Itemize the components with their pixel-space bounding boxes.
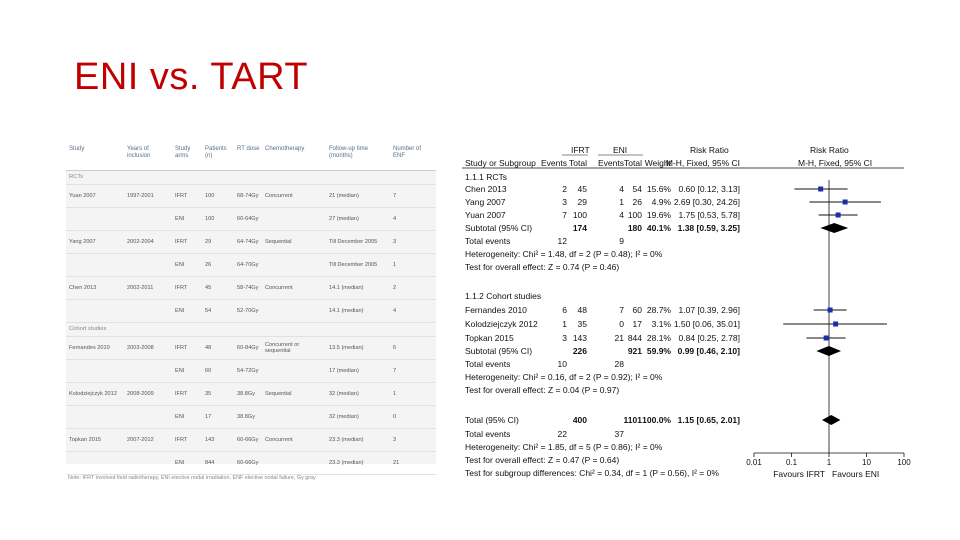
table-cell: Sequential — [262, 383, 326, 406]
table-cell: 100 — [202, 185, 234, 208]
table-column-header: Study — [66, 142, 124, 171]
table-cell: 7 — [390, 360, 436, 383]
table-cell: IFRT — [172, 231, 202, 254]
table-cell: Kolodziejczyk 2012 — [66, 383, 124, 406]
forest-row-label: Heterogeneity: Chi² = 1.85, df = 5 (P = 0.86); I² = 0% — [465, 442, 663, 452]
table-cell: 54 — [202, 300, 234, 323]
table-cell: Sequential — [262, 231, 326, 254]
table-cell: 844 — [202, 452, 234, 475]
forest-cell-n2: 1101 — [623, 415, 642, 425]
table-cell: Concurrent or sequential — [262, 337, 326, 360]
table-cell: 4 — [390, 208, 436, 231]
forest-cell-ci: 2.69 [0.30, 24.26] — [673, 197, 740, 207]
table-cell: Fernandes 2010 — [66, 337, 124, 360]
forest-row-label: Total events — [465, 429, 511, 439]
table-cell: Till December 2005 — [326, 254, 390, 277]
table-cell: 4 — [390, 300, 436, 323]
forest-cell-n2: 844 — [627, 333, 642, 343]
column-group-ifrt: IFRT — [571, 145, 590, 155]
favours-eni-label: Favours ENI — [832, 469, 880, 479]
pooled-estimate-diamond — [822, 415, 840, 425]
table-cell: 58-74Gy — [234, 277, 262, 300]
forest-row-label: Subtotal (95% CI) — [465, 223, 533, 233]
table-cell — [124, 452, 172, 475]
table-cell: Yuan 2007 — [66, 185, 124, 208]
forest-row-label: Subtotal (95% CI) — [465, 346, 533, 356]
table-cell: 60-66Gy — [234, 452, 262, 475]
table-column-header: Study arms — [172, 142, 202, 171]
table-cell: 1 — [390, 254, 436, 277]
forest-cell-n2: 100 — [627, 210, 642, 220]
table-cell: 21 (median) — [326, 185, 390, 208]
forest-row-label: 1.1.2 Cohort studies — [465, 291, 542, 301]
forest-cell-ci: 0.60 [0.12, 3.13] — [678, 184, 740, 194]
forest-cell-e1: 22 — [557, 429, 567, 439]
pooled-estimate-diamond — [820, 223, 848, 233]
forest-cell-n2: 921 — [627, 346, 642, 356]
header-mh-ci: M-H, Fixed, 95% CI — [665, 158, 740, 168]
table-row — [66, 277, 436, 300]
forest-cell-ci: 0.99 [0.46, 2.10] — [677, 346, 740, 356]
table-cell — [124, 208, 172, 231]
column-group-eni: ENI — [613, 145, 628, 155]
table-section-row — [66, 171, 436, 185]
table-row — [66, 208, 436, 231]
forest-cell-n1: 174 — [572, 223, 587, 233]
table-cell: IFRT — [172, 185, 202, 208]
forest-row-label: Heterogeneity: Chi² = 1.48, df = 2 (P = 0.48); I² = 0% — [465, 249, 663, 259]
table-cell: 60-66Gy — [234, 429, 262, 452]
table-cell: ENI — [172, 406, 202, 429]
header-weight: Weight — [644, 158, 671, 168]
table-cell: 21 — [390, 452, 436, 475]
forest-row-label: 1.1.1 RCTs — [465, 172, 508, 182]
forest-cell-n2: 17 — [632, 319, 642, 329]
x-axis-tick-label: 1 — [826, 458, 832, 467]
forest-cell-e2: 4 — [619, 210, 624, 220]
table-cell: Concurrent — [262, 185, 326, 208]
forest-cell-n2: 26 — [632, 197, 642, 207]
table-cell: Concurrent — [262, 277, 326, 300]
forest-cell-w: 100.0% — [642, 415, 671, 425]
favours-ifrt-label: Favours IFRT — [773, 469, 825, 479]
forest-row-label: Test for overall effect: Z = 0.74 (P = 0.46) — [465, 262, 620, 272]
pooled-estimate-diamond — [816, 346, 841, 356]
slide-title: ENI vs. TART — [74, 56, 309, 98]
table-cell: Topkan 2015 — [66, 429, 124, 452]
forest-cell-n1: 48 — [577, 305, 587, 315]
study-characteristics-table — [66, 142, 436, 464]
table-cell: 52-70Gy — [234, 300, 262, 323]
forest-cell-ci: 0.84 [0.25, 2.78] — [678, 333, 740, 343]
table-cell — [262, 208, 326, 231]
table-cell: 100 — [202, 208, 234, 231]
table-cell — [262, 254, 326, 277]
table-column-header: RT dose — [234, 142, 262, 171]
header-total-eni: Total — [624, 158, 642, 168]
forest-cell-w: 59.9% — [646, 346, 671, 356]
table-cell: 6 — [390, 337, 436, 360]
forest-row-label: Total events — [465, 359, 511, 369]
table-cell: 45 — [202, 277, 234, 300]
table-cell — [262, 406, 326, 429]
forest-cell-n2: 54 — [632, 184, 642, 194]
table-cell: IFRT — [172, 337, 202, 360]
table-column-header: Follow-up time (months) — [326, 142, 390, 171]
effect-estimate-square — [836, 213, 841, 218]
table-row — [66, 185, 436, 208]
table-section-label: RCTs — [66, 171, 436, 185]
forest-row-label: Yang 2007 — [465, 197, 506, 207]
table-cell: 17 (median) — [326, 360, 390, 383]
x-axis-tick-label: 100 — [897, 458, 911, 467]
forest-cell-e1: 1 — [562, 319, 567, 329]
table-cell — [124, 406, 172, 429]
table-section-label: Cohort studies — [66, 323, 436, 337]
table-cell: ENI — [172, 452, 202, 475]
forest-cell-n1: 226 — [572, 346, 587, 356]
forest-cell-ci: 1.38 [0.59, 3.25] — [677, 223, 740, 233]
table-cell: 38.8Gy — [234, 406, 262, 429]
effect-estimate-square — [843, 200, 848, 205]
table-cell — [124, 360, 172, 383]
x-axis-tick-label: 10 — [862, 458, 871, 467]
table-cell: 23.3 (median) — [326, 452, 390, 475]
forest-plot — [458, 140, 928, 500]
plot-header-mh-ci: M-H, Fixed, 95% CI — [798, 158, 873, 168]
forest-cell-e2: 4 — [619, 184, 624, 194]
table-cell — [262, 452, 326, 475]
table-cell: 64-70Gy — [234, 254, 262, 277]
forest-row-label: Total events — [465, 236, 511, 246]
header-events-eni: Events — [598, 158, 624, 168]
forest-row-label: Kolodziejczyk 2012 — [465, 319, 538, 329]
forest-cell-n1: 100 — [572, 210, 587, 220]
forest-cell-w: 28.7% — [646, 305, 671, 315]
table-section-row — [66, 323, 436, 337]
header-total-ifrt: Total — [569, 158, 587, 168]
x-axis-tick-label: 0.1 — [785, 458, 798, 467]
forest-row-label: Total (95% CI) — [465, 415, 519, 425]
forest-cell-w: 19.6% — [646, 210, 671, 220]
forest-cell-n1: 45 — [577, 184, 587, 194]
forest-row-label: Yuan 2007 — [465, 210, 506, 220]
table-cell: 32 (median) — [326, 406, 390, 429]
table-cell: 29 — [202, 231, 234, 254]
table-row — [66, 429, 436, 452]
table-cell: 54-72Gy — [234, 360, 262, 383]
forest-cell-n2: 180 — [627, 223, 642, 233]
table-cell: ENI — [172, 254, 202, 277]
forest-row-label: Fernandes 2010 — [465, 305, 527, 315]
table-cell — [262, 360, 326, 383]
table-cell: Yang 2007 — [66, 231, 124, 254]
plot-header-risk-ratio: Risk Ratio — [810, 145, 849, 155]
forest-cell-w: 40.1% — [646, 223, 671, 233]
table-cell: Till December 2005 — [326, 231, 390, 254]
table-cell: 3 — [390, 231, 436, 254]
table-cell: IFRT — [172, 383, 202, 406]
forest-cell-w: 3.1% — [651, 319, 671, 329]
table-cell: ENI — [172, 208, 202, 231]
forest-row-label: Chen 2013 — [465, 184, 507, 194]
forest-cell-e1: 2 — [562, 184, 567, 194]
forest-cell-ci: 1.75 [0.53, 5.78] — [678, 210, 740, 220]
forest-cell-w: 4.9% — [651, 197, 671, 207]
table-cell: 7 — [390, 185, 436, 208]
x-axis-tick-label: 0.01 — [746, 458, 762, 467]
table-cell: 26 — [202, 254, 234, 277]
forest-row-label: Test for overall effect: Z = 0.47 (P = 0.64) — [465, 455, 620, 465]
table-cell — [66, 300, 124, 323]
table-row — [66, 254, 436, 277]
forest-cell-e1: 7 — [562, 210, 567, 220]
table-cell: 3 — [390, 429, 436, 452]
table-cell — [66, 452, 124, 475]
table-cell — [66, 254, 124, 277]
table-row — [66, 300, 436, 323]
forest-cell-ci: 1.07 [0.39, 2.96] — [678, 305, 740, 315]
table-cell — [124, 300, 172, 323]
forest-cell-w: 28.1% — [646, 333, 671, 343]
table-cell — [66, 208, 124, 231]
forest-cell-e1: 3 — [562, 197, 567, 207]
forest-cell-w: 15.6% — [646, 184, 671, 194]
forest-cell-e1: 6 — [562, 305, 567, 315]
forest-cell-e1: 10 — [557, 359, 567, 369]
table-cell — [124, 254, 172, 277]
table-cell — [66, 360, 124, 383]
forest-cell-n2: 60 — [632, 305, 642, 315]
forest-row-label: Test for overall effect: Z = 0.04 (P = 0.97) — [465, 385, 620, 395]
forest-cell-n1: 35 — [577, 319, 587, 329]
table-cell: 60-64Gy — [234, 208, 262, 231]
forest-cell-e2: 1 — [619, 197, 624, 207]
effect-estimate-square — [828, 308, 833, 313]
column-group-risk-ratio: Risk Ratio — [690, 145, 729, 155]
table-row — [66, 337, 436, 360]
forest-cell-e1: 3 — [562, 333, 567, 343]
table-cell: 14.1 (median) — [326, 277, 390, 300]
table-cell: 68-74Gy — [234, 185, 262, 208]
table-cell: ENI — [172, 300, 202, 323]
table-cell — [262, 300, 326, 323]
table-cell: 2003-2008 — [124, 337, 172, 360]
table-cell: 1997-2001 — [124, 185, 172, 208]
table-cell: 0 — [390, 406, 436, 429]
table-cell: IFRT — [172, 277, 202, 300]
table-cell: IFRT — [172, 429, 202, 452]
forest-cell-e1: 12 — [557, 236, 567, 246]
header-events-ifrt: Events — [541, 158, 567, 168]
forest-cell-e2: 21 — [614, 333, 624, 343]
table-cell: 2007-2012 — [124, 429, 172, 452]
table-row — [66, 406, 436, 429]
table-cell: 38.8Gy — [234, 383, 262, 406]
forest-row-label: Test for subgroup differences: Chi² = 0.34, df = 1 (P = 0.56), I² = 0% — [465, 468, 719, 478]
table-cell: 13.5 (median) — [326, 337, 390, 360]
table-row — [66, 452, 436, 475]
table-cell: Chen 2013 — [66, 277, 124, 300]
table-cell: 143 — [202, 429, 234, 452]
table-cell: 14.1 (median) — [326, 300, 390, 323]
table-column-header: Chemotherapy — [262, 142, 326, 171]
forest-cell-n1: 143 — [572, 333, 587, 343]
table-cell: 2002-2004 — [124, 231, 172, 254]
table-cell: 17 — [202, 406, 234, 429]
table-cell: 32 (median) — [326, 383, 390, 406]
table-column-header: Years of inclusion — [124, 142, 172, 171]
table-cell: ENI — [172, 360, 202, 383]
effect-estimate-square — [833, 322, 838, 327]
table-column-header: Patients (n) — [202, 142, 234, 171]
table-cell: 60-84Gy — [234, 337, 262, 360]
table-cell: 2008-2009 — [124, 383, 172, 406]
table-row — [66, 360, 436, 383]
table-cell: 35 — [202, 383, 234, 406]
table-cell: Concurrent — [262, 429, 326, 452]
forest-row-label: Topkan 2015 — [465, 333, 514, 343]
table-cell — [66, 406, 124, 429]
table-row — [66, 231, 436, 254]
forest-cell-e2: 28 — [614, 359, 624, 369]
forest-cell-ci: 1.50 [0.06, 35.01] — [673, 319, 740, 329]
table-footnote: Note: IFRT involved field radiotherapy, ENI elective nodal irradiation, ENF elective nodal failure, Gy gray — [68, 475, 316, 481]
table-cell: 23.3 (median) — [326, 429, 390, 452]
table-cell: 2 — [390, 277, 436, 300]
table-row — [66, 383, 436, 406]
forest-cell-e2: 9 — [619, 236, 624, 246]
forest-cell-ci: 1.15 [0.65, 2.01] — [677, 415, 740, 425]
effect-estimate-square — [818, 187, 823, 192]
forest-cell-n1: 29 — [577, 197, 587, 207]
forest-cell-e2: 0 — [619, 319, 624, 329]
forest-cell-e2: 37 — [614, 429, 624, 439]
table-cell: 2002-2011 — [124, 277, 172, 300]
effect-estimate-square — [824, 336, 829, 341]
forest-cell-n1: 400 — [572, 415, 587, 425]
table-cell: 64-74Gy — [234, 231, 262, 254]
table-cell: 1 — [390, 383, 436, 406]
table-cell: 48 — [202, 337, 234, 360]
forest-row-label: Heterogeneity: Chi² = 0.16, df = 2 (P = 0.92); I² = 0% — [465, 372, 663, 382]
table-cell: 27 (median) — [326, 208, 390, 231]
table-cell: 60 — [202, 360, 234, 383]
forest-cell-e2: 7 — [619, 305, 624, 315]
table-column-header: Number of ENF — [390, 142, 436, 171]
header-study: Study or Subgroup — [465, 158, 536, 168]
